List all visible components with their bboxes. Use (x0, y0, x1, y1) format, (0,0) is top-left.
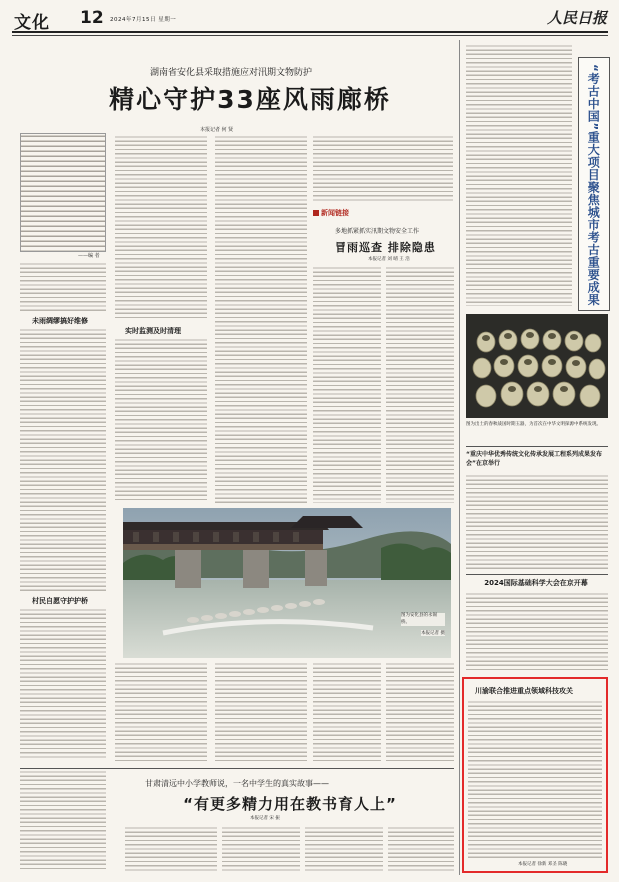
teacher-body-left (20, 770, 106, 870)
teacher-body-col-1 (125, 826, 217, 872)
jade-artifacts-illustration (466, 314, 608, 418)
archaeology-vertical-title (578, 57, 610, 311)
teacher-headline: “有更多精力用在教书育人上” (125, 793, 455, 814)
photo-credit: 本报记者 摄 (421, 631, 445, 636)
right-story-2-body (466, 474, 608, 572)
right-rule-1 (466, 446, 608, 447)
main-body-col-1a (20, 262, 106, 312)
jade-artifacts-photo (466, 314, 608, 418)
lead-signature: ——编 者 (78, 253, 100, 259)
link-headline: 冒雨巡查 排除隐患 (335, 241, 436, 254)
photo-caption: 图为安化县的永锡桥。 (401, 613, 445, 626)
link-kicker: 多地抓紧抓实汛期文物安全工作 (335, 228, 420, 235)
right-story-3-body (466, 592, 608, 670)
issue-date: 2024年7月15日 星期一 (110, 17, 177, 23)
section-name: 文化 (14, 13, 50, 33)
highlighted-article-body (468, 700, 602, 860)
lead-paragraph (20, 133, 106, 252)
main-subhead-1: 未雨绸缪搞好维修 (32, 317, 88, 325)
main-headline: 精心守护33座风雨廊桥 (109, 85, 391, 114)
masthead-logo: 人民日报 (546, 9, 607, 27)
right-column-divider (459, 40, 460, 875)
highlighted-article-signature: 本报记者 徐新 邓圣 陈晓 (518, 862, 568, 867)
header-rule (12, 31, 608, 33)
main-kicker: 湖南省安化县采取措施应对汛期文物防护 (150, 68, 313, 78)
main-body-lower-2 (215, 662, 307, 762)
teacher-byline: 本报记者 宋 振 (250, 816, 280, 821)
right-headline-3: 2024国际基础科学大会在京开幕 (484, 579, 588, 587)
main-byline: 本报记者 何 贤 (200, 127, 234, 133)
main-body-col-3 (215, 135, 307, 503)
main-body-col-2b (115, 338, 207, 503)
page-header (0, 0, 619, 40)
main-subhead-2: 实时监测及时清理 (125, 327, 181, 335)
link-body-col-1 (313, 266, 381, 503)
main-body-col-1c (20, 608, 106, 758)
news-link-tag: 新闻链接 (313, 208, 349, 218)
main-body-col-4 (313, 135, 453, 203)
teacher-body-col-4 (388, 826, 454, 872)
main-body-lower-1 (115, 662, 207, 762)
bridge-illustration (123, 508, 451, 658)
header-rule-thin (12, 35, 608, 36)
right-story-1-body (466, 44, 572, 306)
main-subhead-3: 村民自愿守护护桥 (32, 597, 88, 605)
link-byline: 本报记者 刘 晴 王 浩 (368, 257, 410, 262)
archaeology-vertical-title-text: “考古中国”重大项目聚焦城市考古重要成果 (586, 64, 601, 306)
main-body-lower-4 (386, 662, 454, 762)
right-headline-2: “重庆中华优秀传统文化传承发展工程系列成果发布会”在京举行 (466, 451, 602, 467)
highlighted-article-headline: 川渝联合推进重点领域科技攻关 (475, 687, 573, 695)
main-body-col-2a (115, 135, 207, 320)
teacher-story-top-rule (20, 768, 454, 769)
main-body-lower-3 (313, 662, 381, 762)
jade-photo-caption: 图为出土的春秋战国时期玉器，为首次在中华文明探源中系统发现。 (466, 422, 601, 427)
covered-bridge-photo (123, 508, 451, 658)
teacher-body-col-3 (305, 826, 383, 872)
teacher-body-col-2 (222, 826, 300, 872)
section-number: 12 (80, 8, 104, 28)
main-body-col-1b (20, 328, 106, 593)
link-body-col-2 (386, 266, 454, 503)
teacher-kicker: 甘肃清远中小学教师说，一名中学生的真实故事—— (145, 779, 329, 788)
right-rule-2 (466, 574, 608, 575)
